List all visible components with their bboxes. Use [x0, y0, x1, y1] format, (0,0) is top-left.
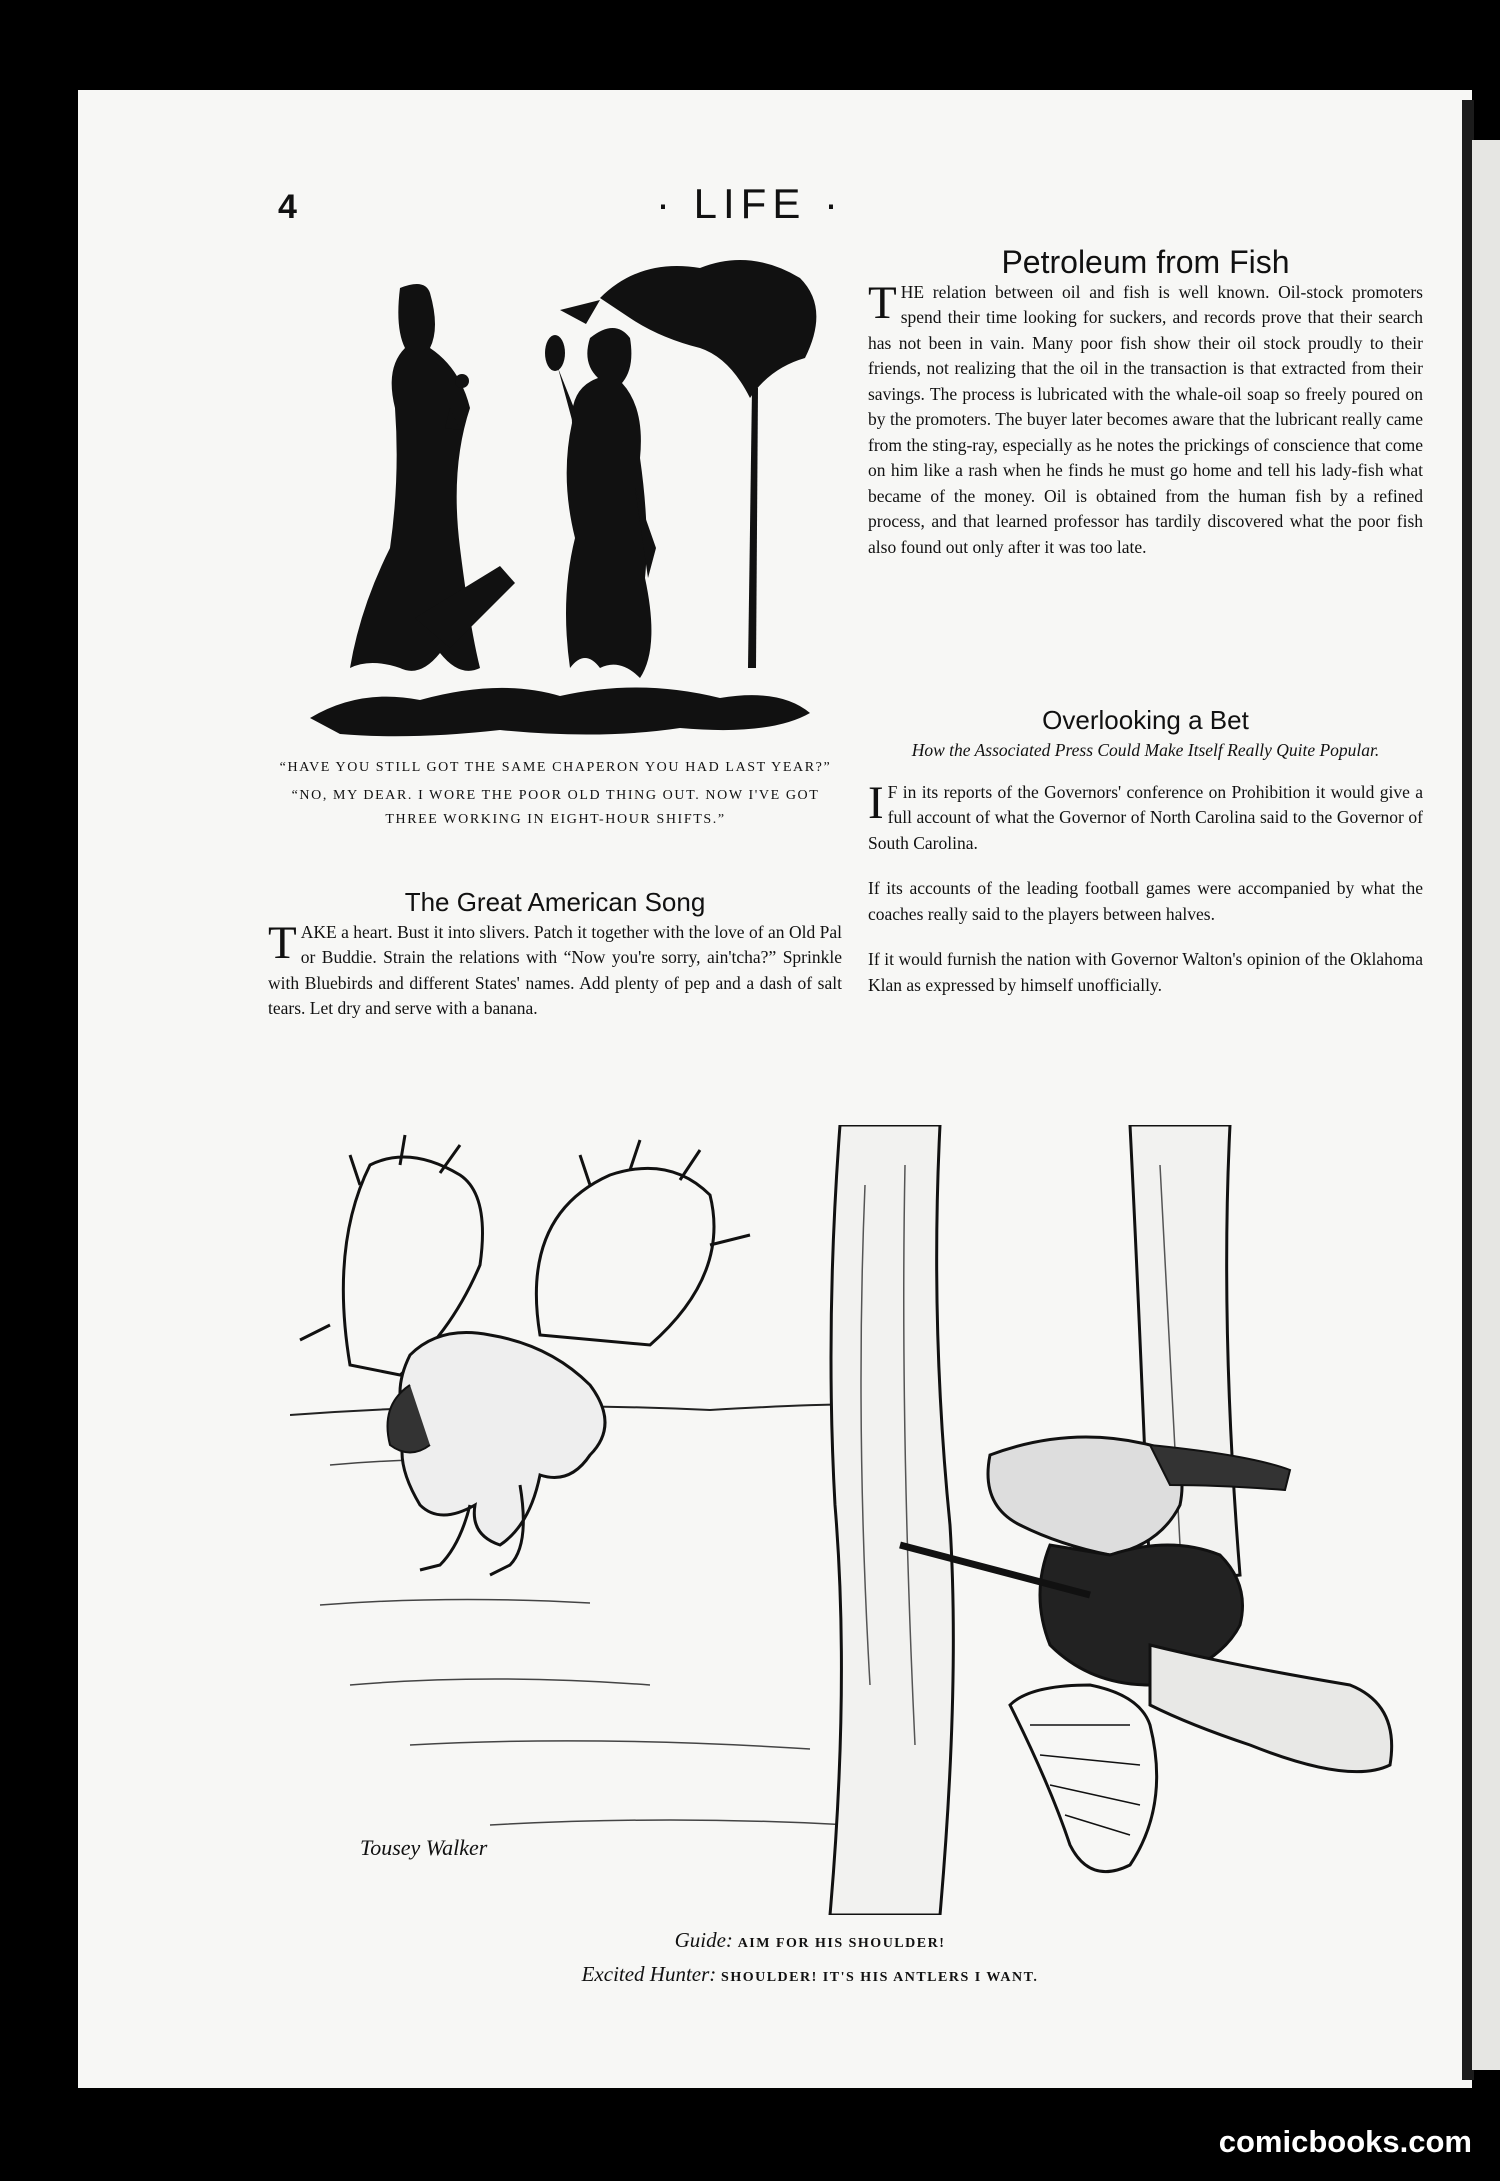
drop-cap: T [868, 276, 897, 329]
caption-speaker: Excited Hunter: [581, 1962, 717, 1986]
article-paragraph: If its accounts of the leading football games were accompanied by what the coaches really said to the players between halves. [868, 878, 1423, 924]
page-number: 4 [278, 188, 297, 226]
article-petroleum-from-fish [868, 244, 1423, 580]
caption-text: SHOULDER! IT'S HIS ANTLERS I WANT. [721, 1970, 1039, 1985]
article-subtitle: How the Associated Press Could Make Itself Really Quite Popular. [911, 739, 1380, 760]
article-title: The Great American Song [404, 887, 706, 917]
moose-caption [300, 1925, 1320, 1993]
drop-cap: T [268, 916, 297, 969]
next-page-edge [1472, 140, 1500, 2070]
drop-cap: I [868, 776, 884, 829]
silhouette-illustration [300, 248, 830, 748]
article-title: Overlooking a Bet [1042, 705, 1249, 735]
article-overlooking-a-bet [868, 705, 1423, 1018]
article-body: TAKE a heart. Bust it into slivers. Patch it together with the love of an Old Pal or Buddie. Strain the relations with “Now you're sorry, ain'tcha?” Sprinkle with Bluebirds and different States' names. Add plenty of pep and a dash of salt tears. Let dry and serve with a banana. [268, 916, 842, 1018]
caption-speaker: Guide: [674, 1928, 733, 1952]
article-body: THE relation between oil and fish is well known. Oil-stock promoters spend their time looking for suckers, and records prove that their search has not been in vain. Many poor fish show their oil stock proudly to their friends, not realizing that the oil in the transaction is that extracted from their savings. The process is lubricated with the whale-oil soap so freely poured on by the promoters. The buyer later becomes aware that the lubricant really came from the sting-ray, especially as he notes the prickings of conscience that come on him like a rash when he finds he must go home and tell his lady-fish what became of the money. Oil is obtained from the human fish by a refined process, and that learned professor has tardily discovered what the poor fish also found out only after it was too late. [868, 276, 1423, 557]
caption-text: AIM FOR HIS SHOULDER! [737, 1936, 946, 1951]
article-paragraph: I F in its reports of the Governors' conference on Prohibition it would give a full account of what the Governor of North Carolina said to the Governor of South Carolina. [868, 776, 1423, 853]
masthead: · LIFE · [655, 180, 844, 227]
caption-question: “HAVE YOU STILL GOT THE SAME CHAPERON YOU HAD LAST YEAR?” [279, 760, 832, 775]
site-watermark: comicbooks.com [1218, 2124, 1472, 2159]
article-paragraph: If it would furnish the nation with Governor Walton's opinion of the Oklahoma Klan as expressed by himself unofficially. [868, 949, 1423, 995]
moose-hunting-cartoon [290, 1125, 1430, 1915]
caption-answer: “NO, MY DEAR. I WORE THE POOR OLD THING OUT. NOW I'VE GOT THREE WORKING IN EIGHT-HOUR SHIFTS.” [291, 788, 820, 827]
caption-guide-line [300, 1925, 1320, 1959]
article-great-american-song [268, 887, 842, 1042]
article-title: Petroleum from Fish [1001, 244, 1290, 280]
silhouette-caption [268, 756, 843, 832]
caption-hunter-line [300, 1959, 1320, 1993]
cartoon-signature: Tousey Walker [360, 1835, 488, 1860]
silhouette-signature: GKB. [698, 656, 741, 676]
